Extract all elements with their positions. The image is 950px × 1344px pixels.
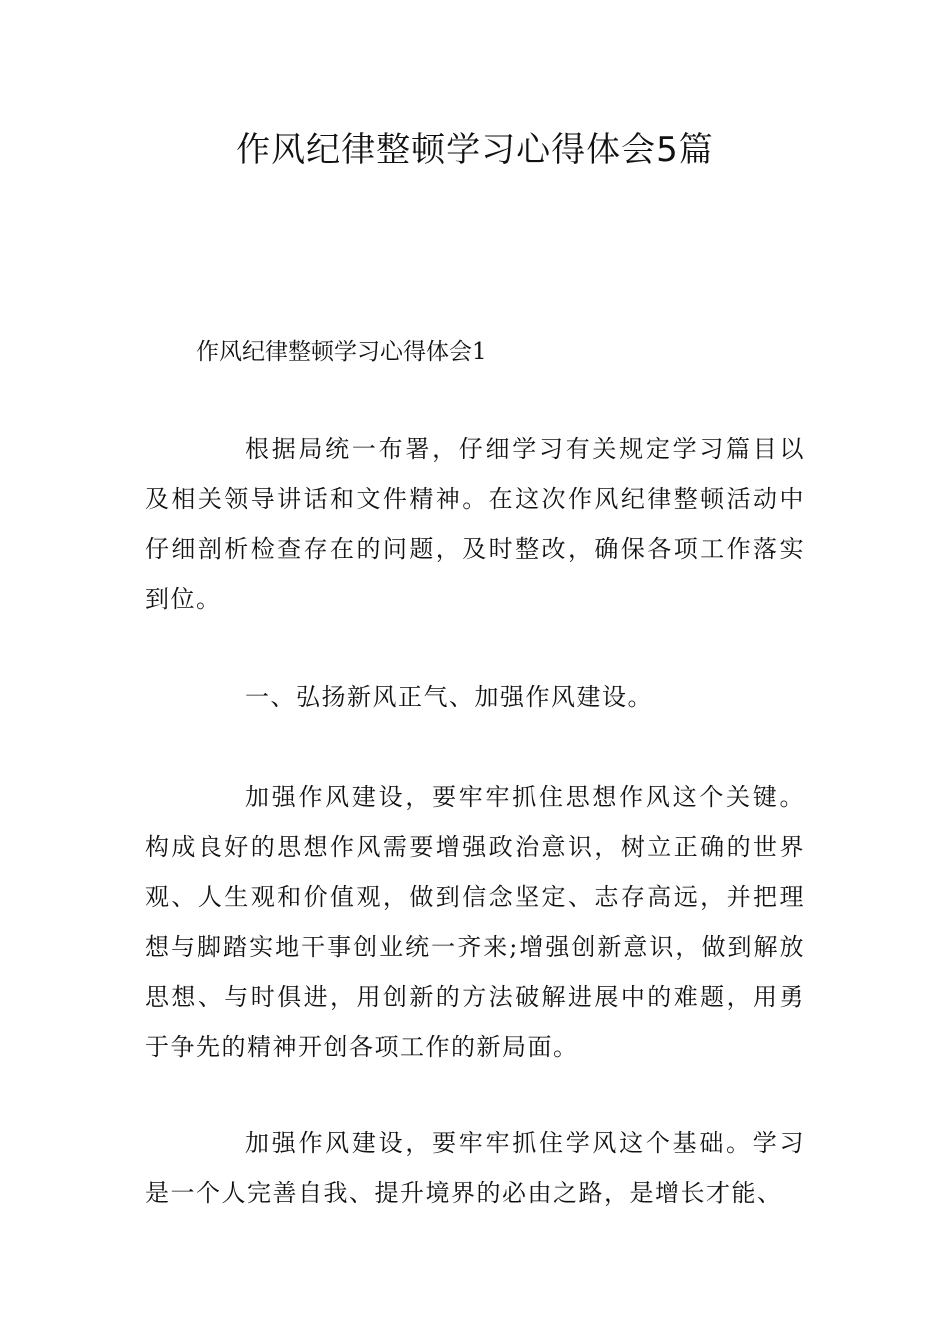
section-heading: 作风纪律整顿学习心得体会1 [196,339,487,365]
paragraph-subheading: 一、弘扬新风正气、加强作风建设。 [245,683,653,711]
paragraph-intro: 根据局统一布署，仔细学习有关规定学习篇目以及相关领导讲话和文件精神。在这次作风纪律整顿活动中仔细剖析检查存在的问题，及时整改，确保各项工作落实到位。 [145,435,805,613]
document-title: 作风纪律整顿学习心得体会5篇 [236,130,714,170]
paragraph-thought-style: 加强作风建设，要牢牢抓住思想作风这个关键。构成良好的思想作风需要增强政治意识，树立正确的世界观、人生观和价值观，做到信念坚定、志存高远，并把理想与脚踏实地干事创业统一齐来;增强创新意识，做到解放思想、与时俱进，用创新的方法破解进展中的难题，用勇于争先的精神开创各项工作的新局面。 [145,783,805,1061]
paragraph-study-style: 加强作风建设，要牢牢抓住学风这个基础。学习是一个人完善自我、提升境界的必由之路，是增长才能、 [145,1129,805,1207]
